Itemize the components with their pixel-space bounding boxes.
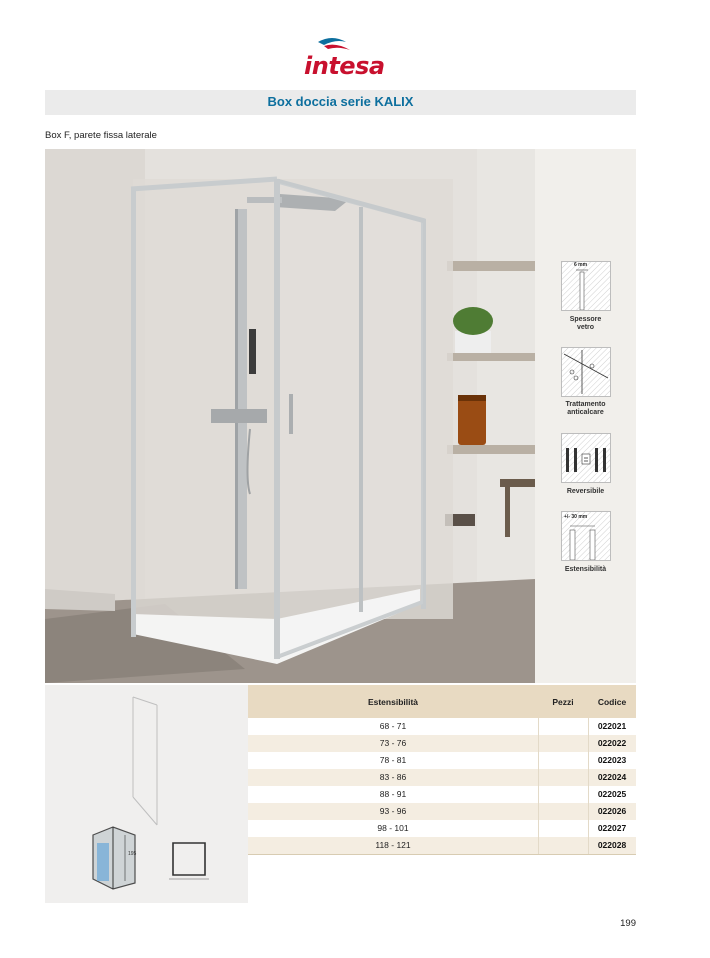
cell-codice: 022026: [597, 806, 627, 816]
cell-codice: 022021: [597, 721, 627, 731]
table-row: [248, 786, 636, 803]
diagram-height-label: 195: [128, 851, 137, 857]
glass-thickness-badge: 6 mm: [574, 262, 588, 268]
cell-estensibilita: 98 - 101: [377, 823, 409, 833]
anti-limescale-icon: [561, 347, 611, 397]
extensibility-icon: [561, 511, 611, 561]
intesa-logo: [296, 36, 396, 82]
cell-estensibilita: 118 - 121: [375, 840, 411, 850]
table-row: [248, 837, 636, 854]
table-row: [248, 735, 636, 752]
table-row: [248, 820, 636, 837]
table-header: [248, 685, 636, 718]
col-codice: Codice: [597, 697, 627, 707]
cell-estensibilita: 93 - 96: [379, 806, 407, 816]
reversible-icon: [561, 433, 611, 483]
cell-estensibilita: 83 - 86: [379, 772, 407, 782]
technical-diagram: [45, 685, 248, 903]
page-number: 199: [620, 918, 636, 929]
cell-codice: 022025: [597, 789, 627, 799]
glass-thickness-icon: [561, 261, 611, 311]
cell-codice: 022023: [597, 755, 627, 765]
table-row: [248, 769, 636, 786]
cell-estensibilita: 68 - 71: [379, 721, 407, 731]
extensibility-badge: +/- 30 mm: [564, 514, 588, 520]
cell-estensibilita: 73 - 76: [379, 738, 407, 748]
page-title: Box doccia serie KALIX: [267, 94, 414, 109]
table-row: [248, 718, 636, 735]
table-row: [248, 803, 636, 820]
product-table: [248, 685, 636, 855]
cell-codice: 022027: [597, 823, 627, 833]
cell-estensibilita: 78 - 81: [379, 755, 407, 765]
feature-label: Reversibile: [566, 488, 605, 495]
feature-label: Spessore vetro: [569, 316, 602, 331]
cell-codice: 022024: [597, 772, 627, 782]
features-sidebar: [535, 149, 636, 683]
shower-photo: [45, 149, 535, 683]
cell-codice: 022028: [597, 840, 627, 850]
col-pezzi: Pezzi: [552, 697, 574, 707]
product-subtitle: Box F, parete fissa laterale: [45, 130, 157, 141]
feature-label: Estensibilità: [564, 566, 607, 573]
logo-text: intesa: [304, 52, 385, 80]
table-row: [248, 752, 636, 769]
cell-codice: 022022: [597, 738, 627, 748]
title-bar: [45, 90, 636, 115]
cell-estensibilita: 88 - 91: [379, 789, 407, 799]
feature-label: Trattamento anticalcare: [565, 401, 606, 416]
col-estensibilita: Estensibilità: [367, 697, 419, 707]
